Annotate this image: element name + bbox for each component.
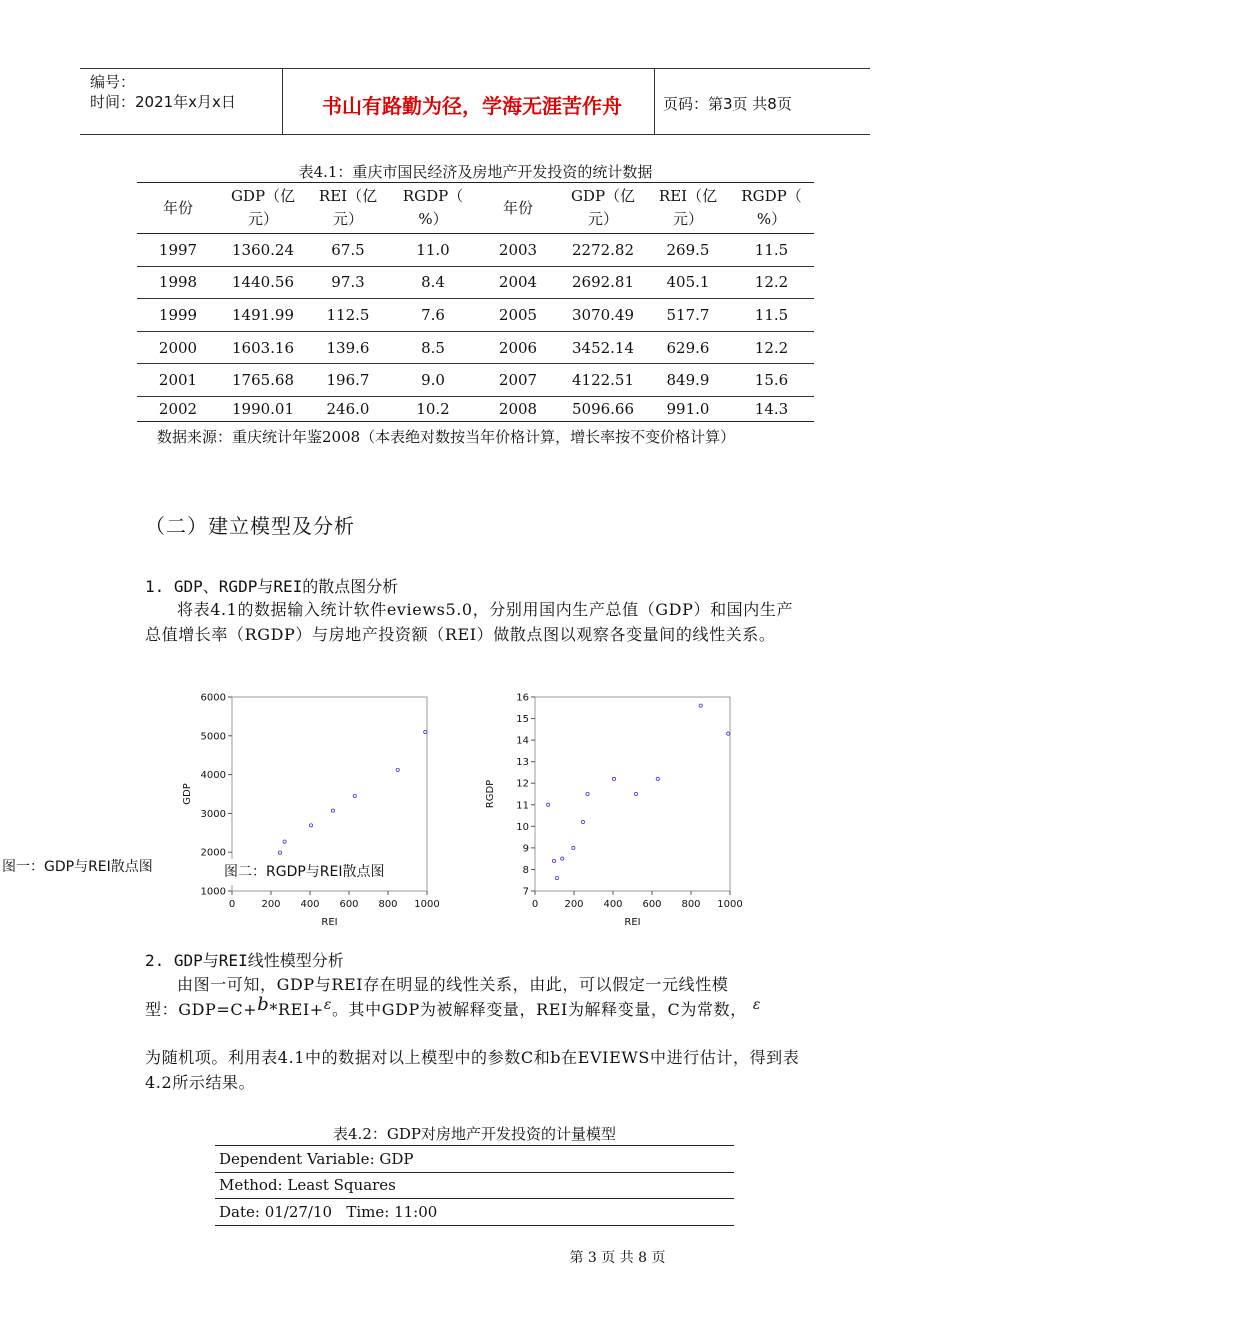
table-cell: 269.5 xyxy=(647,234,729,267)
table-cell: 139.6 xyxy=(307,331,389,364)
table-cell: 5096.66 xyxy=(559,396,647,421)
table-cell: 11.0 xyxy=(389,234,477,267)
scatter-point xyxy=(634,792,637,795)
header-rgdp-2: RGDP（ %） xyxy=(729,183,814,234)
scatter-point xyxy=(331,809,334,812)
page-footer: 第 3 页 共 8 页 xyxy=(569,1250,666,1266)
epsilon-symbol: ε xyxy=(323,997,332,1013)
y-tick-label: 16 xyxy=(516,692,529,704)
y-tick-label: 14 xyxy=(516,735,529,747)
table-cell: Date: 01/27/10 Time: 11:00 xyxy=(215,1199,734,1226)
figure2-caption: 图二：RGDP与REI散点图 xyxy=(220,859,424,885)
table-cell: 8.4 xyxy=(389,266,477,299)
scatter-point xyxy=(727,732,730,735)
table-cell: 12.2 xyxy=(729,266,814,299)
header-divider-left xyxy=(282,68,283,135)
x-tick-label: 0 xyxy=(228,899,236,910)
header-rei: REI（亿 元） xyxy=(307,183,389,234)
table-cell: 112.5 xyxy=(307,299,389,332)
y-tick-label: 12 xyxy=(516,778,529,790)
scatter-point xyxy=(656,777,659,780)
table-cell: 2002 xyxy=(137,396,219,421)
rgdp-rei-scatter-chart xyxy=(485,688,748,938)
table-row xyxy=(137,396,814,421)
header-year: 年份 xyxy=(137,183,219,234)
table-row xyxy=(215,1199,734,1226)
table41-source: 数据来源：重庆统计年鉴2008（本表绝对数按当年价格计算，增长率按不变价格计算） xyxy=(157,428,736,446)
table-row xyxy=(137,234,814,267)
header-number-label: 编号： xyxy=(90,73,136,91)
table-cell: 11.5 xyxy=(729,299,814,332)
scatter-point xyxy=(561,857,564,860)
paragraph-2-line-3: 为随机项。利用表4.1中的数据对以上模型中的参数C和b在EVIEWS中进行估计，得到表4.2所示结果。 xyxy=(145,1048,800,1092)
gdp-rei-scatter-chart xyxy=(170,688,450,938)
x-axis-label: REI xyxy=(321,917,338,928)
x-tick-label: 200 xyxy=(261,899,281,910)
table41 xyxy=(137,182,814,422)
table42-caption: 表4.2：GDP对房地产开发投资的计量模型 xyxy=(333,1125,616,1143)
table42 xyxy=(215,1145,734,1226)
header-divider-right xyxy=(654,68,655,135)
y-tick-label: 6000 xyxy=(200,692,226,704)
table-cell: 849.9 xyxy=(647,364,729,397)
x-tick-label: 600 xyxy=(642,899,662,910)
scatter-point xyxy=(278,851,281,854)
table-cell: 67.5 xyxy=(307,234,389,267)
scatter-point xyxy=(572,846,575,849)
table-cell: 3452.14 xyxy=(559,331,647,364)
x-tick-label: 200 xyxy=(564,899,584,910)
y-tick-label: 9 xyxy=(522,843,529,855)
x-tick-label: 800 xyxy=(681,899,701,910)
y-tick-label: 7 xyxy=(522,886,529,898)
y-axis-label: RGDP xyxy=(485,779,496,809)
figure1-caption: 图一：GDP与REI散点图 xyxy=(2,859,153,875)
header-rgdp: RGDP（ %） xyxy=(389,183,477,234)
table-cell: 405.1 xyxy=(647,266,729,299)
table-cell: 2000 xyxy=(137,331,219,364)
y-tick-label: 11 xyxy=(516,800,529,812)
scatter-point xyxy=(555,876,558,879)
table-cell: 1997 xyxy=(137,234,219,267)
table-cell: 246.0 xyxy=(307,396,389,421)
scatter-point xyxy=(612,777,615,780)
table-cell: 1440.56 xyxy=(219,266,307,299)
table-cell: 196.7 xyxy=(307,364,389,397)
table-cell: 629.6 xyxy=(647,331,729,364)
section-heading: （二）建立模型及分析 xyxy=(145,514,355,538)
header-date-label: 时间：2021年x月x日 xyxy=(90,93,236,111)
table-row xyxy=(137,364,814,397)
table-cell: 9.0 xyxy=(389,364,477,397)
formula-mid: *REI+ xyxy=(269,1000,324,1019)
scatter-point xyxy=(581,820,584,823)
table-cell: 1998 xyxy=(137,266,219,299)
y-tick-label: 3000 xyxy=(200,808,226,820)
scatter-point xyxy=(699,704,702,707)
table-cell: 2008 xyxy=(477,396,559,421)
scatter-point xyxy=(353,794,356,797)
y-tick-label: 4000 xyxy=(200,770,226,782)
subsection-2-title: 2. GDP与REI线性模型分析 xyxy=(145,951,344,970)
header-gdp-2: GDP（亿 元） xyxy=(559,183,647,234)
table-cell: 97.3 xyxy=(307,266,389,299)
paragraph-2-line-1: 由图一可知，GDP与REI存在明显的线性关系，由此，可以假定一元线性模 xyxy=(177,975,729,994)
scatter-point xyxy=(586,792,589,795)
x-tick-label: 1000 xyxy=(717,899,743,910)
table-cell: 14.3 xyxy=(729,396,814,421)
table-cell: Method: Least Squares xyxy=(215,1172,734,1199)
scatter-point xyxy=(309,824,312,827)
table-cell: Dependent Variable: GDP xyxy=(215,1146,734,1173)
table41-header-row xyxy=(137,183,814,234)
formula-suffix: 。其中GDP为被解释变量，REI为解释变量，C为常数， xyxy=(331,1000,747,1019)
table-cell: 2001 xyxy=(137,364,219,397)
table-cell: 1999 xyxy=(137,299,219,332)
table-cell: 991.0 xyxy=(647,396,729,421)
x-tick-label: 400 xyxy=(603,899,623,910)
table-cell: 1360.24 xyxy=(219,234,307,267)
x-tick-label: 1000 xyxy=(414,899,440,910)
x-axis-label: REI xyxy=(624,917,641,928)
header-year-2: 年份 xyxy=(477,183,559,234)
table-cell: 2005 xyxy=(477,299,559,332)
y-tick-label: 2000 xyxy=(200,847,226,859)
y-tick-label: 5000 xyxy=(200,731,226,743)
table-cell: 2004 xyxy=(477,266,559,299)
scatter-point xyxy=(424,730,427,733)
table-cell: 2007 xyxy=(477,364,559,397)
table-row xyxy=(215,1146,734,1173)
table-row xyxy=(215,1172,734,1199)
coefficient-b: b xyxy=(257,994,270,1015)
scatter-point xyxy=(552,859,555,862)
table-cell: 15.6 xyxy=(729,364,814,397)
scatter-point xyxy=(396,768,399,771)
table-cell: 2692.81 xyxy=(559,266,647,299)
table-cell: 517.7 xyxy=(647,299,729,332)
table-cell: 8.5 xyxy=(389,331,477,364)
table-cell: 10.2 xyxy=(389,396,477,421)
table-row xyxy=(137,266,814,299)
paragraph-1: 将表4.1的数据输入统计软件eviews5.0，分别用国内生产总值（GDP）和国内生产总值增长率（RGDP）与房地产投资额（REI）做散点图以观察各变量间的线性关系。 xyxy=(145,600,794,644)
table-cell: 4122.51 xyxy=(559,364,647,397)
y-tick-label: 1000 xyxy=(200,886,226,898)
table-cell: 1765.68 xyxy=(219,364,307,397)
formula-prefix: 型：GDP=C+ xyxy=(145,1000,258,1019)
header-rei-2: REI（亿 元） xyxy=(647,183,729,234)
y-tick-label: 10 xyxy=(516,821,529,833)
table-cell: 2006 xyxy=(477,331,559,364)
y-tick-label: 8 xyxy=(522,864,529,876)
table-cell: 1491.99 xyxy=(219,299,307,332)
x-tick-label: 0 xyxy=(531,899,539,910)
table-row xyxy=(137,299,814,332)
header-motto: 书山有路勤为径，学海无涯苦作舟 xyxy=(322,94,622,118)
y-tick-label: 13 xyxy=(516,757,529,769)
epsilon-symbol-2: ε xyxy=(752,997,761,1013)
x-tick-label: 800 xyxy=(378,899,398,910)
table-cell: 2003 xyxy=(477,234,559,267)
table-cell: 12.2 xyxy=(729,331,814,364)
y-axis-label: GDP xyxy=(182,783,193,805)
scatter-point xyxy=(547,803,550,806)
header-bottom-rule xyxy=(80,134,870,135)
header-top-rule xyxy=(80,68,870,69)
x-tick-label: 600 xyxy=(339,899,359,910)
table-cell: 11.5 xyxy=(729,234,814,267)
table-cell: 3070.49 xyxy=(559,299,647,332)
plot-frame xyxy=(535,697,730,891)
header-gdp: GDP（亿 元） xyxy=(219,183,307,234)
y-tick-label: 15 xyxy=(516,714,529,726)
subsection-1-title: 1. GDP、RGDP与REI的散点图分析 xyxy=(145,577,399,596)
header-page-label: 页码：第3页 共8页 xyxy=(663,95,792,113)
table-cell: 7.6 xyxy=(389,299,477,332)
paragraph-2-line-2 xyxy=(145,994,807,1024)
table-row xyxy=(137,331,814,364)
table-cell: 1603.16 xyxy=(219,331,307,364)
x-tick-label: 400 xyxy=(300,899,320,910)
table41-caption: 表4.1：重庆市国民经济及房地产开发投资的统计数据 xyxy=(298,163,653,181)
scatter-point xyxy=(283,840,286,843)
table-cell: 1990.01 xyxy=(219,396,307,421)
table-cell: 2272.82 xyxy=(559,234,647,267)
